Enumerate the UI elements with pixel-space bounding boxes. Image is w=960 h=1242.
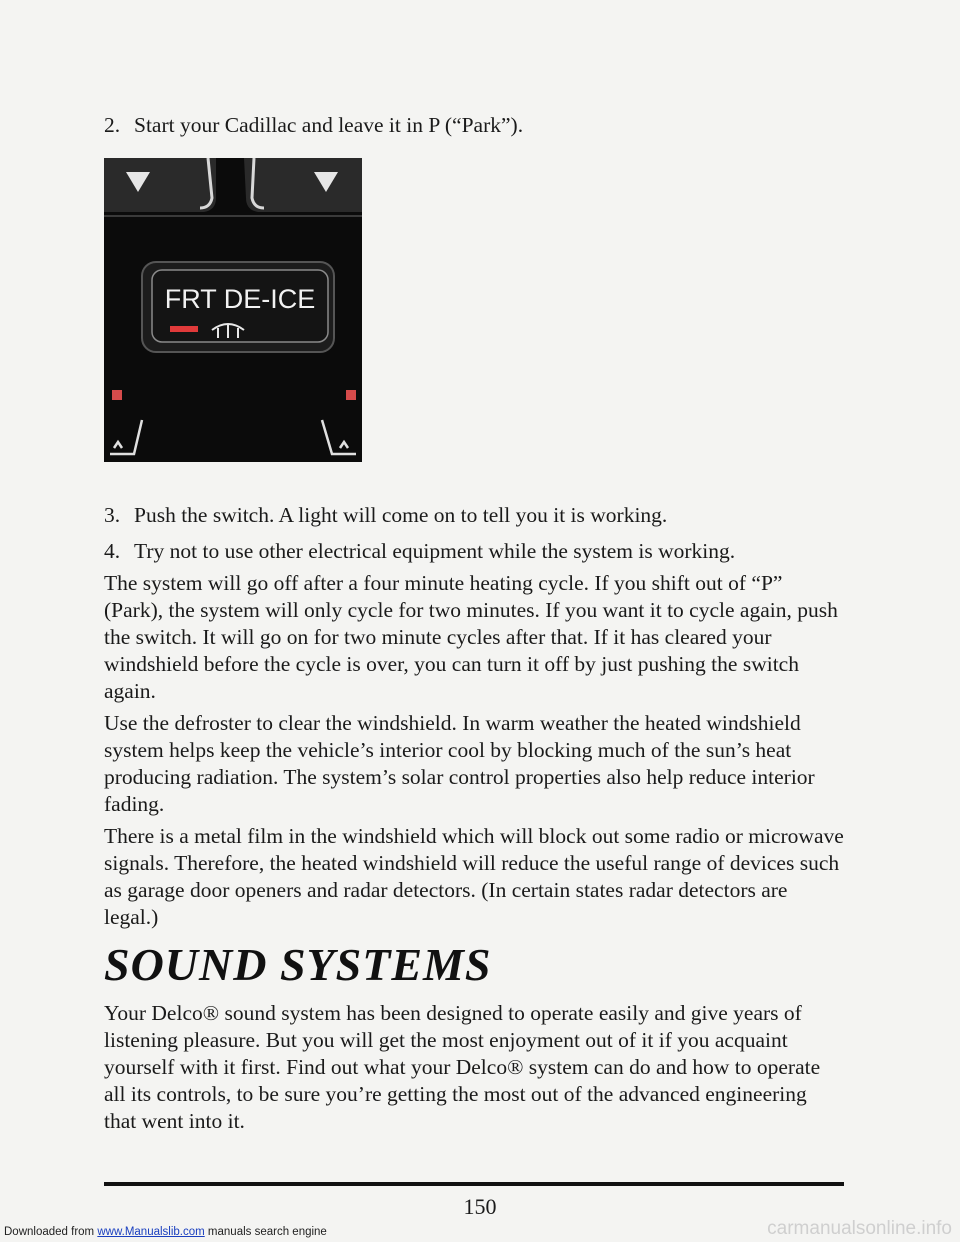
step-number: 2. xyxy=(104,113,121,137)
paragraph: The system will go off after a four minute heating cycle. If you shift out of “P” (Park), the system will only cycle for two minutes. If you want it to cycle again, push the switch. It will go on for two minute cycles after that. If it has cleared your windshield before the cycle is over, you can turn it off by just pushing the switch again. xyxy=(104,571,838,703)
paragraph: Use the defroster to clear the windshield. In warm weather the heated windshield system helps keep the vehicle’s interior cool by blocking much of the sun’s heat producing radiation. The system’s solar control properties also help reduce interior fading. xyxy=(104,711,815,816)
indicator-light xyxy=(170,326,198,332)
step-2 xyxy=(104,112,523,139)
section-heading: SOUND SYSTEMS xyxy=(104,939,492,990)
footer-prefix: Downloaded from xyxy=(4,1226,95,1238)
switch-illustration xyxy=(104,158,362,462)
step-number: 4. xyxy=(104,539,121,563)
step-text: Push the switch. A light will come on to tell you it is working. xyxy=(134,503,668,527)
button-label: FRT DE-ICE xyxy=(164,284,316,314)
step-text: Try not to use other electrical equipment while the system is working. xyxy=(134,539,736,563)
step-number: 3. xyxy=(104,503,121,527)
download-footer xyxy=(4,1226,327,1238)
front-deice-switch-photo xyxy=(104,158,362,462)
step-text: Start your Cadillac and leave it in P (“Park”). xyxy=(134,113,524,137)
watermark: carmanualsonline.info xyxy=(767,1218,952,1239)
paragraph: There is a metal film in the windshield which will block out some radio or microwave signals. Therefore, the heated windshield will reduce the useful range of devices such as garage door openers and radar detectors. (In certain states radar detectors are legal.) xyxy=(104,824,844,929)
step-4 xyxy=(104,538,735,565)
page-number: 150 xyxy=(463,1194,497,1219)
section-body: Your Delco® sound system has been designed to operate easily and give years of listening pleasure. But you will get the most enjoyment out of it if you acquaint yourself with it first. Find out what your Delco® system can do and how to operate all its controls, to be sure you’re getting the most out of the advanced engineering that went into it. xyxy=(104,1001,821,1133)
footer-suffix: manuals search engine xyxy=(207,1226,327,1238)
step-3 xyxy=(104,502,667,529)
manualslib-link[interactable]: www.Manualslib.com xyxy=(97,1226,205,1238)
footer-rule xyxy=(104,1182,844,1186)
